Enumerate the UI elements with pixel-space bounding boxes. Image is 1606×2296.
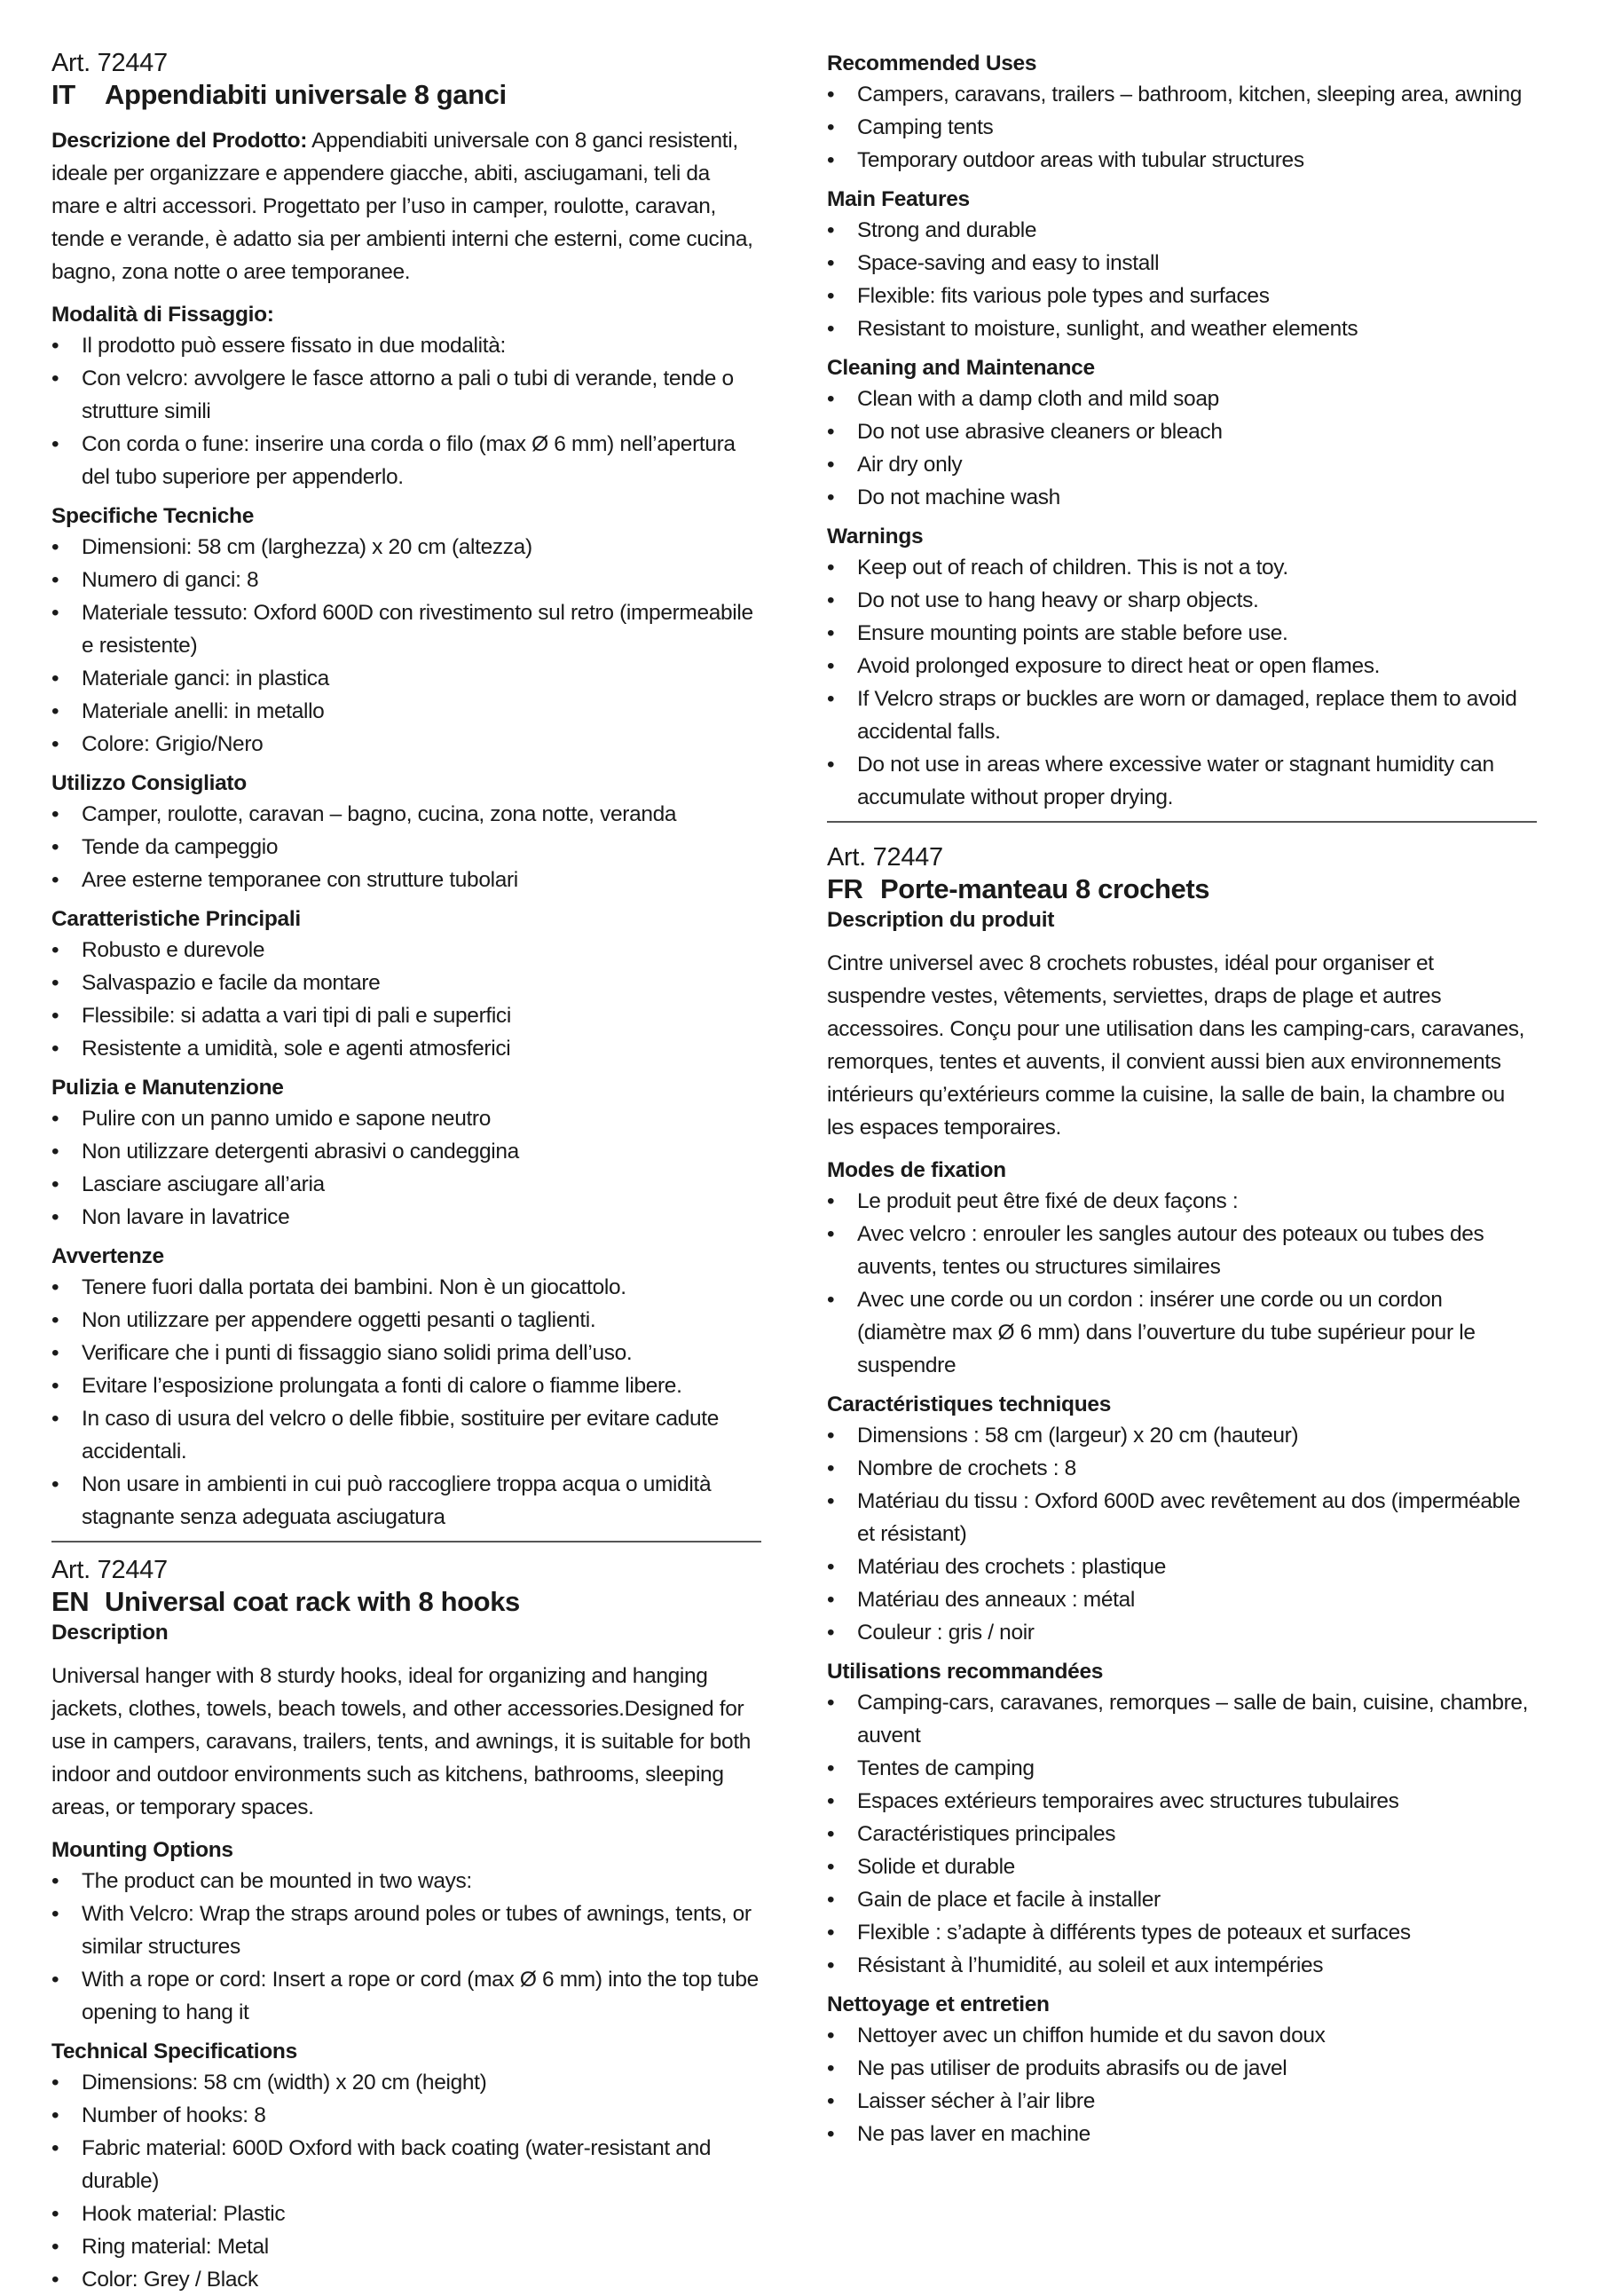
list-item: • Hook material: Plastic bbox=[51, 2197, 761, 2230]
list-item: • Temporary outdoor areas with tubular structures bbox=[827, 144, 1537, 177]
list-item: • Gain de place et facile à installer bbox=[827, 1883, 1537, 1916]
list-item: • Air dry only bbox=[827, 448, 1537, 481]
list-item: • Ne pas laver en machine bbox=[827, 2118, 1537, 2150]
fr-fix-heading: Modes de fixation bbox=[827, 1158, 1006, 1182]
en-title-text: Universal coat rack with 8 hooks bbox=[105, 1586, 520, 1617]
en-title bbox=[51, 1585, 761, 1619]
en-mount-heading: Mounting Options bbox=[51, 1838, 233, 1862]
list-item: • Laisser sécher à l’air libre bbox=[827, 2085, 1537, 2118]
it-lang-code: IT bbox=[51, 79, 75, 110]
list-item: • Avec velcro : enrouler les sangles autour des poteaux ou tubes des auvents, tentes ou structures similaires bbox=[827, 1218, 1537, 1283]
list-item: • Caractéristiques principales bbox=[827, 1818, 1537, 1850]
right-column bbox=[827, 50, 1537, 2150]
list-item: • Couleur : gris / noir bbox=[827, 1616, 1537, 1649]
list-item: • Avoid prolonged exposure to direct heat or open flames. bbox=[827, 650, 1537, 682]
list-item: • Tenere fuori dalla portata dei bambini. Non è un giocattolo. bbox=[51, 1271, 761, 1304]
list-item: • Con velcro: avvolgere le fasce attorno a pali o tubi di verande, tende o strutture simili bbox=[51, 362, 761, 428]
fr-description: Cintre universel avec 8 crochets robustes, idéal pour organiser et suspendre vestes, vêtements, serviettes, draps de plage et autres accessoires. Conçu pour une utilisation dans les camping-cars, caravanes, remorques, tentes et auvents, il convient aussi bien aux environnements intérieurs qu’extérieurs comme la cuisine, la salle de bain, la chambre ou les espaces temporaires. bbox=[827, 951, 1525, 1140]
fr-fix-list bbox=[827, 1185, 1537, 1382]
it-desc-label: Descrizione del Prodotto: bbox=[51, 129, 308, 153]
it-article-number: Art. 72447 bbox=[51, 49, 168, 77]
it-warn-list bbox=[51, 1271, 761, 1534]
list-item: • Lasciare asciugare all’aria bbox=[51, 1168, 761, 1201]
list-item: • Avec une corde ou un cordon : insérer une corde ou un cordon (diamètre max Ø 6 mm) dans l’ouverture du tube supérieur pour le suspendre bbox=[827, 1283, 1537, 1382]
list-item: • Color: Grey / Black bbox=[51, 2263, 761, 2296]
list-item: • With Velcro: Wrap the straps around poles or tubes of awnings, tents, or similar structures bbox=[51, 1898, 761, 1963]
en-spec-list bbox=[51, 2066, 761, 2296]
list-item: • Matériau du tissu : Oxford 600D avec revêtement au dos (imperméable et résistant) bbox=[827, 1485, 1537, 1550]
fr-desc-heading: Description du produit bbox=[827, 908, 1055, 932]
en-warn-heading: Warnings bbox=[827, 525, 924, 548]
list-item: • Dimensioni: 58 cm (larghezza) x 20 cm (altezza) bbox=[51, 531, 761, 564]
list-item: • Matériau des anneaux : métal bbox=[827, 1583, 1537, 1616]
it-spec-list bbox=[51, 531, 761, 761]
list-item: • Résistant à l’humidité, au soleil et aux intempéries bbox=[827, 1949, 1537, 1982]
list-item: • Ensure mounting points are stable before use. bbox=[827, 617, 1537, 650]
list-item: • Do not use in areas where excessive water or stagnant humidity can accumulate without proper drying. bbox=[827, 748, 1537, 814]
fr-spec-heading: Caractéristiques techniques bbox=[827, 1393, 1112, 1416]
it-clean-heading: Pulizia e Manutenzione bbox=[51, 1076, 284, 1100]
list-item: • Matériau des crochets : plastique bbox=[827, 1550, 1537, 1583]
list-item: • Materiale anelli: in metallo bbox=[51, 695, 761, 728]
list-item: • Materiale tessuto: Oxford 600D con rivestimento sul retro (impermeabile e resistente) bbox=[51, 596, 761, 662]
list-item: • Con corda o fune: inserire una corda o filo (max Ø 6 mm) nell’apertura del tubo superiore per appenderlo. bbox=[51, 428, 761, 493]
fr-lang-code: FR bbox=[827, 873, 863, 904]
en-clean-heading: Cleaning and Maintenance bbox=[827, 356, 1095, 380]
list-item: • The product can be mounted in two ways: bbox=[51, 1865, 761, 1898]
en-article-number: Art. 72447 bbox=[51, 1556, 168, 1584]
list-item: • Resistant to moisture, sunlight, and weather elements bbox=[827, 312, 1537, 345]
list-item: • Camping-cars, caravanes, remorques – salle de bain, cuisine, chambre, auvent bbox=[827, 1686, 1537, 1752]
list-item: • Le produit peut être fixé de deux façons : bbox=[827, 1185, 1537, 1218]
list-item: • Robusto e durevole bbox=[51, 934, 761, 967]
fr-title-text: Porte-manteau 8 crochets bbox=[880, 873, 1210, 904]
list-item: • Evitare l’esposizione prolungata a fonti di calore o fiamme libere. bbox=[51, 1369, 761, 1402]
it-section bbox=[51, 48, 761, 1543]
list-item: • Ring material: Metal bbox=[51, 2230, 761, 2263]
left-column bbox=[51, 48, 761, 2296]
list-item: • Ne pas utiliser de produits abrasifs ou de javel bbox=[827, 2052, 1537, 2085]
en-section-part1 bbox=[51, 1555, 761, 2296]
list-item: • Aree esterne temporanee con strutture tubolari bbox=[51, 864, 761, 896]
list-item: • Salvaspazio e facile da montare bbox=[51, 967, 761, 999]
list-item: • Il prodotto può essere fissato in due modalità: bbox=[51, 329, 761, 362]
en-feat-list bbox=[827, 214, 1537, 345]
list-item: • Materiale ganci: in plastica bbox=[51, 662, 761, 695]
fr-clean-list bbox=[827, 2019, 1537, 2150]
list-item: • Campers, caravans, trailers – bathroom, kitchen, sleeping area, awning bbox=[827, 78, 1537, 111]
list-item: • Do not use abrasive cleaners or bleach bbox=[827, 415, 1537, 448]
list-item: • Flexible : s’adapte à différents types de poteaux et surfaces bbox=[827, 1916, 1537, 1949]
list-item: • Keep out of reach of children. This is not a toy. bbox=[827, 551, 1537, 584]
it-use-list bbox=[51, 798, 761, 896]
it-title-text: Appendiabiti universale 8 ganci bbox=[105, 79, 507, 110]
en-use-heading: Recommended Uses bbox=[827, 51, 1037, 75]
it-feat-list bbox=[51, 934, 761, 1065]
list-item: • Tentes de camping bbox=[827, 1752, 1537, 1785]
list-item: • Dimensions : 58 cm (largeur) x 20 cm (hauteur) bbox=[827, 1419, 1537, 1452]
list-item: • Flessibile: si adatta a vari tipi di pali e superfici bbox=[51, 999, 761, 1032]
en-desc-heading: Description bbox=[51, 1621, 169, 1645]
list-item: • Flexible: fits various pole types and surfaces bbox=[827, 280, 1537, 312]
list-item: • Verificare che i punti di fissaggio siano solidi prima dell’uso. bbox=[51, 1337, 761, 1369]
list-item: • Nettoyer avec un chiffon humide et du savon doux bbox=[827, 2019, 1537, 2052]
list-item: • With a rope or cord: Insert a rope or cord (max Ø 6 mm) into the top tube opening to hang it bbox=[51, 1963, 761, 2029]
en-feat-heading: Main Features bbox=[827, 187, 970, 211]
fr-clean-heading: Nettoyage et entretien bbox=[827, 1992, 1050, 2016]
list-item: • Dimensions: 58 cm (width) x 20 cm (height) bbox=[51, 2066, 761, 2099]
fr-use-list bbox=[827, 1686, 1537, 1982]
it-desc-text: Appendiabiti universale con 8 ganci resistenti, ideale per organizzare e appendere giacche, abiti, asciugamani, teli da mare e altri accessori. Progettato per l’uso in camper, roulotte, caravan, tende e verande, è adatto sia per ambienti interni che esterni, come cucina, bagno, zona notte o aree temporanee. bbox=[51, 129, 753, 284]
it-clean-list bbox=[51, 1102, 761, 1234]
it-fix-list bbox=[51, 329, 761, 493]
it-warn-heading: Avvertenze bbox=[51, 1244, 164, 1268]
list-item: • Do not use to hang heavy or sharp objects. bbox=[827, 584, 1537, 617]
list-item: • Camping tents bbox=[827, 111, 1537, 144]
list-item: • Non lavare in lavatrice bbox=[51, 1201, 761, 1234]
en-warn-list bbox=[827, 551, 1537, 814]
it-fix-heading: Modalità di Fissaggio: bbox=[51, 303, 274, 327]
en-description: Universal hanger with 8 sturdy hooks, ideal for organizing and hanging jackets, clothes, towels, beach towels, and other accessories.Designed for use in campers, caravans, trailers, tents, and awnings, it is suitable for both indoor and outdoor environments such as kitchens, bathrooms, sleeping areas, or temporary spaces. bbox=[51, 1664, 752, 1819]
en-clean-list bbox=[827, 383, 1537, 514]
list-item: • Fabric material: 600D Oxford with back coating (water-resistant and durable) bbox=[51, 2132, 761, 2197]
list-item: • Camper, roulotte, caravan – bagno, cucina, zona notte, veranda bbox=[51, 798, 761, 831]
it-spec-heading: Specifiche Tecniche bbox=[51, 504, 255, 528]
list-item: • Pulire con un panno umido e sapone neutro bbox=[51, 1102, 761, 1135]
list-item: • Resistente a umidità, sole e agenti atmosferici bbox=[51, 1032, 761, 1065]
list-item: • Space-saving and easy to install bbox=[827, 247, 1537, 280]
list-item: • Nombre de crochets : 8 bbox=[827, 1452, 1537, 1485]
list-item: • Do not machine wash bbox=[827, 481, 1537, 514]
list-item: • In caso di usura del velcro o delle fibbie, sostituire per evitare cadute accidentali. bbox=[51, 1402, 761, 1468]
list-item: • Espaces extérieurs temporaires avec structures tubulaires bbox=[827, 1785, 1537, 1818]
en-section-part2 bbox=[827, 50, 1537, 823]
en-lang-code: EN bbox=[51, 1586, 90, 1617]
list-item: • Number of hooks: 8 bbox=[51, 2099, 761, 2132]
list-item: • If Velcro straps or buckles are worn or damaged, replace them to avoid accidental falls. bbox=[827, 682, 1537, 748]
it-feat-heading: Caratteristiche Principali bbox=[51, 907, 301, 931]
list-item: • Numero di ganci: 8 bbox=[51, 564, 761, 596]
en-use-list bbox=[827, 78, 1537, 177]
it-description bbox=[51, 124, 761, 288]
it-title bbox=[51, 78, 761, 112]
fr-title bbox=[827, 872, 1537, 906]
list-item: • Tende da campeggio bbox=[51, 831, 761, 864]
fr-article-number: Art. 72447 bbox=[827, 843, 943, 872]
en-mount-list bbox=[51, 1865, 761, 2029]
fr-section bbox=[827, 842, 1537, 2150]
list-item: • Non utilizzare per appendere oggetti pesanti o taglienti. bbox=[51, 1304, 761, 1337]
list-item: • Colore: Grigio/Nero bbox=[51, 728, 761, 761]
list-item: • Non utilizzare detergenti abrasivi o candeggina bbox=[51, 1135, 761, 1168]
list-item: • Non usare in ambienti in cui può raccogliere troppa acqua o umidità stagnante senza adeguata asciugatura bbox=[51, 1468, 761, 1534]
list-item: • Solide et durable bbox=[827, 1850, 1537, 1883]
it-use-heading: Utilizzo Consigliato bbox=[51, 771, 247, 795]
list-item: • Strong and durable bbox=[827, 214, 1537, 247]
en-spec-heading: Technical Specifications bbox=[51, 2040, 297, 2063]
fr-spec-list bbox=[827, 1419, 1537, 1649]
fr-use-heading: Utilisations recommandées bbox=[827, 1660, 1104, 1684]
list-item: • Clean with a damp cloth and mild soap bbox=[827, 383, 1537, 415]
